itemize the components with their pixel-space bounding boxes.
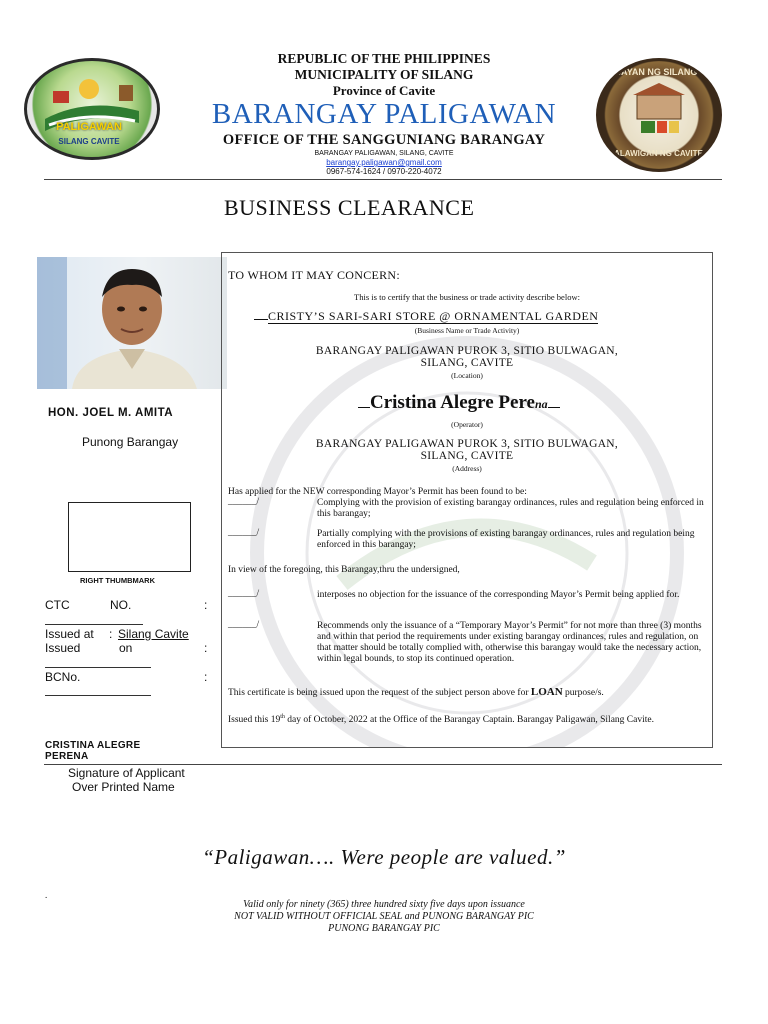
header-email[interactable]: barangay.paligawan@gmail.com xyxy=(326,158,442,167)
signature-caption-2: Over Printed Name xyxy=(72,780,175,794)
issued-on-label: Issued xyxy=(45,641,81,655)
motto: “Paligawan…. Were people are valued.” xyxy=(202,845,566,869)
issued-on-field[interactable] xyxy=(45,667,151,668)
bcno-field[interactable] xyxy=(45,695,151,696)
right-logo-text-bottom: LALAWIGAN NG CAVITE xyxy=(609,149,703,158)
header-address: BARANGAY PALIGAWAN, SILANG, CAVITE xyxy=(314,150,454,157)
purpose-post: purpose/s. xyxy=(565,688,604,698)
address-line-1: BARANGAY PALIGAWAN PUROK 3, SITIO BULWAGAN, xyxy=(315,438,619,450)
header-phones: 0967-574-1624 / 0970-220-4072 xyxy=(326,167,442,176)
ctc-no-label: NO. xyxy=(110,598,132,612)
issued-on-colon: : xyxy=(204,641,208,655)
thumbmark-box xyxy=(68,502,191,572)
option-3-text: interposes no objection for the issuance of the corresponding Mayor’s Permit being applied for. xyxy=(317,590,680,600)
issued-at-value[interactable]: Silang Cavite xyxy=(118,627,189,641)
official-portrait-icon xyxy=(37,257,227,389)
official-photo xyxy=(37,257,227,389)
issued-pre: Issued this 19 xyxy=(228,715,281,726)
header-republic: REPUBLIC OF THE PHILIPPINES xyxy=(277,51,491,66)
issued-at-colon: : xyxy=(109,627,113,641)
option-3-mark[interactable]: ______/ xyxy=(228,589,260,599)
header-office: OFFICE OF THE SANGGUNIANG BARANGAY xyxy=(222,132,546,148)
bcno-label: BCNo. xyxy=(45,670,81,684)
operator-name-underline-lead xyxy=(358,407,370,408)
applicant-name: CRISTINA ALEGRE PERENA xyxy=(45,740,141,762)
address-caption: (Address) xyxy=(452,464,482,473)
footer-dot: . xyxy=(45,890,48,900)
left-logo-text-bottom: SILANG CAVITE xyxy=(58,137,120,146)
option-2-text: Partially complying with the provisions of existing barangay ordinances, rules and regulation being enforced in this barangay; xyxy=(317,529,695,550)
address-line-2: SILANG, CAVITE xyxy=(420,450,514,462)
issued-on-on: on xyxy=(119,641,133,655)
option-4-mark[interactable]: ______/ xyxy=(228,620,260,630)
location-line-1: BARANGAY PALIGAWAN PUROK 3, SITIO BULWAGAN, xyxy=(315,345,619,357)
header-barangay: BARANGAY PALIGAWAN xyxy=(211,98,557,130)
option-4-text: Recommends only the issuance of a “Temporary Mayor’s Permit” for not more than three (3) months and within that period the requirements under existing barangay ordinances, rules and regulation, on that matter should be totally complied with, otherwise this barangay would take the necessary action, within legal bounds, to stop its continued operation. xyxy=(317,621,702,664)
ctc-label: CTC xyxy=(45,598,70,612)
purpose-statement xyxy=(228,686,604,698)
footer-not-valid: NOT VALID WITHOUT OFFICIAL SEAL and PUNONG BARANGAY PIC xyxy=(234,911,534,922)
document-title: BUSINESS CLEARANCE xyxy=(224,195,475,220)
to-whom: TO WHOM IT MAY CONCERN: xyxy=(228,268,401,282)
ctc-colon: : xyxy=(204,598,208,612)
issued-statement xyxy=(228,711,708,726)
location-line-2: SILANG, CAVITE xyxy=(420,357,514,369)
signature-caption-1: Signature of Applicant xyxy=(68,766,185,780)
operator-name-suffix: na xyxy=(534,397,548,411)
official-position: Punong Barangay xyxy=(82,435,179,449)
header-municipality: MUNICIPALITY OF SILANG xyxy=(294,67,474,82)
operator-name xyxy=(358,392,560,414)
certify-intro: This is to certify that the business or trade activity describe below: xyxy=(354,292,580,302)
operator-name-underline-trail xyxy=(548,407,560,408)
option-1-mark[interactable]: ______/ xyxy=(228,497,260,507)
operator-name-text: Cristina Alegre Pere xyxy=(370,392,535,413)
foregoing-statement: In view of the foregoing, this Barangay,thru the undersigned, xyxy=(228,565,460,575)
issued-post: day of October, 2022 at the Office of the Barangay Captain. Barangay Paligawan, Silang Cavite. xyxy=(284,715,654,726)
ctc-no-field[interactable] xyxy=(45,624,143,625)
business-name xyxy=(254,309,598,324)
location-caption: (Location) xyxy=(451,371,483,380)
left-logo-text-top: PALIGAWAN xyxy=(56,121,122,133)
option-1-text: Complying with the provision of existing barangay ordinances, rules and regulation being enforced in this barangay; xyxy=(317,498,704,519)
issued-sup: th xyxy=(280,714,285,720)
business-caption: (Business Name or Trade Activity) xyxy=(414,326,520,335)
official-name: HON. JOEL M. AMITA xyxy=(48,407,174,419)
signature-line xyxy=(44,764,722,765)
business-name-text: CRISTY’S SARI-SARI STORE @ ORNAMENTAL GARDEN xyxy=(268,309,599,323)
footer-pic: PUNONG BARANGAY PIC xyxy=(328,923,440,934)
thumbmark-label: RIGHT THUMBMARK xyxy=(80,576,155,585)
issued-at-label: Issued at xyxy=(45,627,94,641)
applied-statement: Has applied for the NEW corresponding Mayor’s Permit has been found to be: xyxy=(228,487,527,497)
operator-caption: (Operator) xyxy=(451,420,483,429)
bcno-colon: : xyxy=(204,670,208,684)
right-logo-text-top: BAYAN NG SILANG xyxy=(614,67,698,77)
header-province: Province of Cavite xyxy=(332,83,436,98)
option-2-mark[interactable]: ______/ xyxy=(228,528,260,538)
purpose-pre: This certificate is being issued upon the request of the subject person above for xyxy=(228,688,529,698)
business-name-underline-lead xyxy=(254,319,268,320)
purpose-loan: LOAN xyxy=(530,686,563,698)
header-divider xyxy=(44,179,722,180)
footer-validity: Valid only for ninety (365) three hundred sixty five days upon issuance xyxy=(243,899,525,910)
